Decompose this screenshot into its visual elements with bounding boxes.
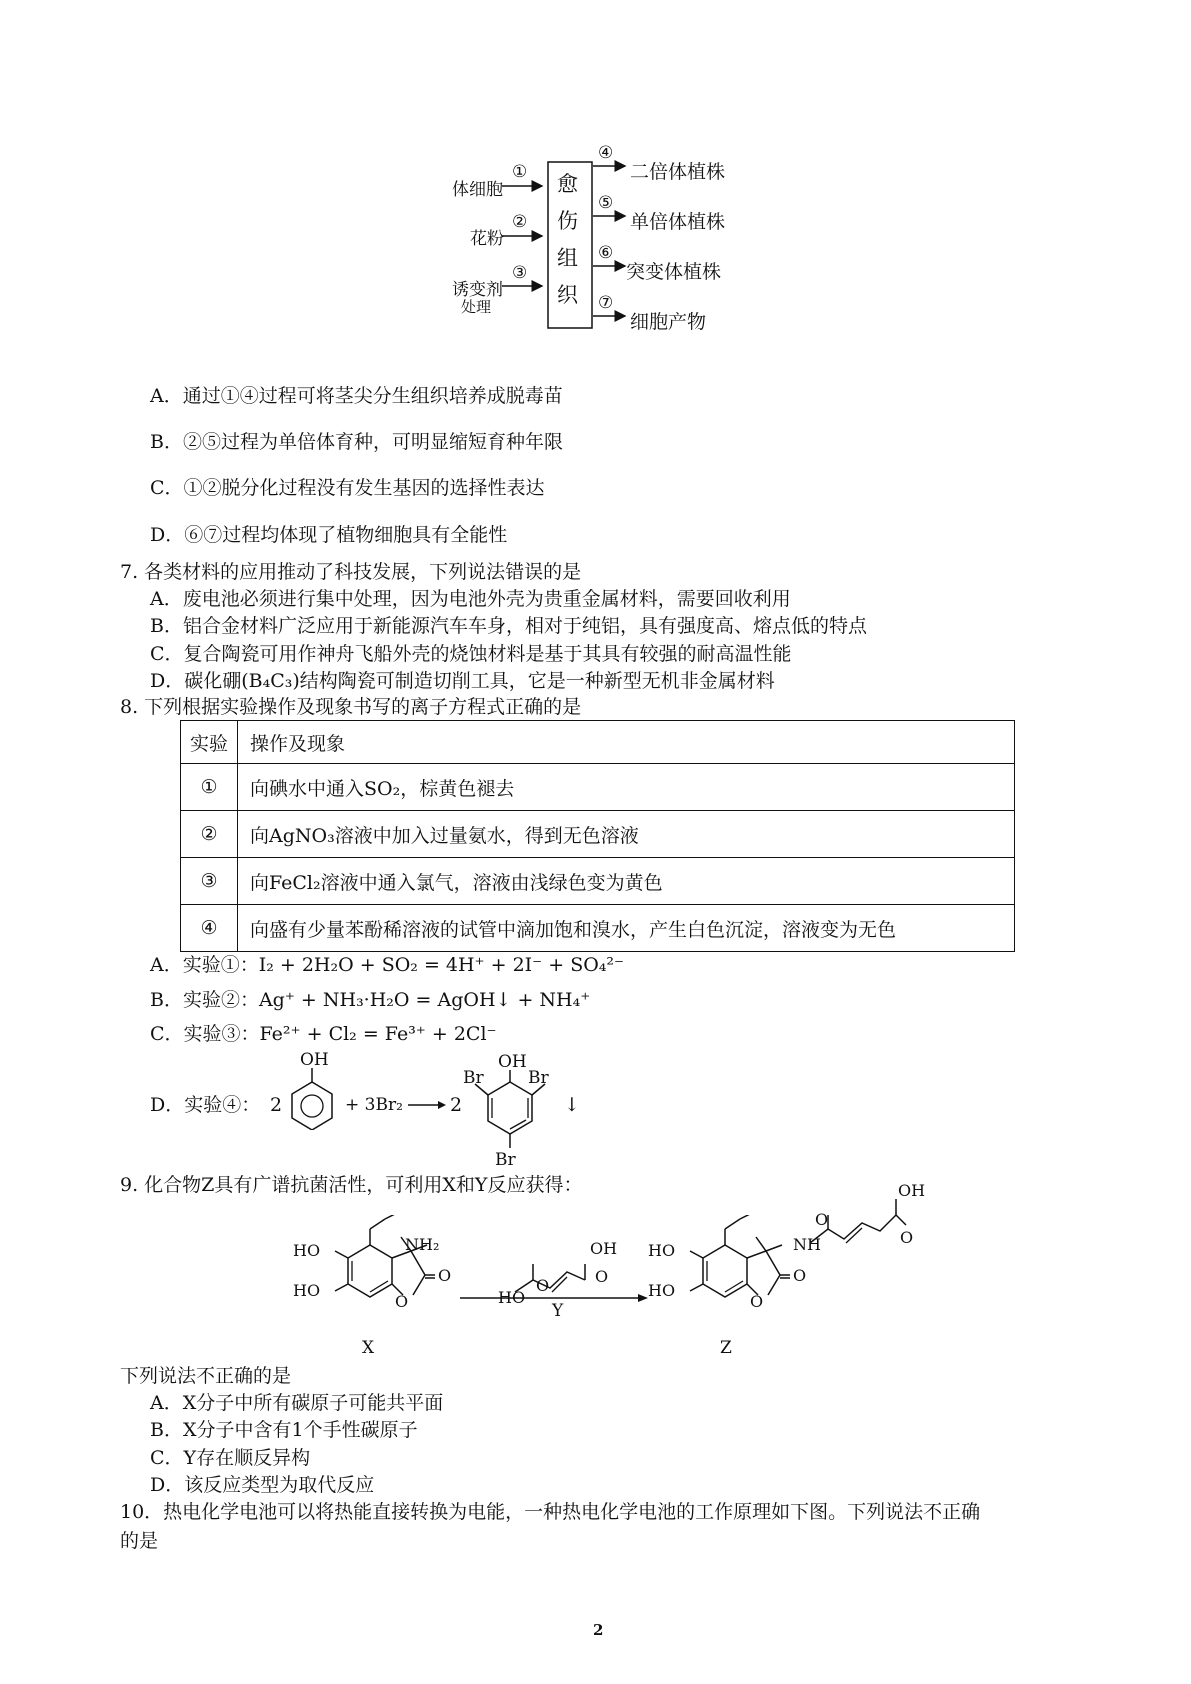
x-nh2: NH₂ (405, 1235, 440, 1254)
q7-stem: 7. 各类材料的应用推动了科技发展，下列说法错误的是 (120, 561, 582, 583)
z-ho-bottom: HO (648, 1281, 676, 1300)
num-5: ⑤ (598, 193, 614, 213)
compound-x-structure (285, 1215, 460, 1335)
q9-option-d: D．该反应类型为取代反应 (150, 1474, 375, 1496)
q7-option-a: A．废电池必须进行集中处理，因为电池外壳为贵重金属材料，需要回收利用 (150, 588, 791, 610)
x-ring-o: O (395, 1292, 409, 1311)
q8-option-d: D．实验④： (150, 1094, 261, 1116)
x-carbonyl-o: O (438, 1266, 452, 1285)
z-amide-o: O (815, 1210, 829, 1229)
q8-experiment-table (180, 720, 1015, 952)
row-text: 向盛有少量苯酚稀溶液的试管中滴加饱和溴水，产生白色沉淀，溶液变为无色 (238, 905, 1015, 952)
center-char-3: 组 (557, 246, 578, 270)
compound-z-structure (640, 1215, 815, 1335)
z-oh: OH (898, 1181, 926, 1200)
x-ho-top: HO (293, 1241, 321, 1260)
table-header-operation: 操作及现象 (238, 721, 1015, 764)
row-id: ① (181, 764, 238, 811)
product-oh: OH (498, 1052, 527, 1072)
phenol-oh: OH (300, 1050, 329, 1070)
table-header-row (181, 721, 1015, 764)
z-ho-top: HO (648, 1241, 676, 1260)
q7-option-c: C．复合陶瓷可用作神舟飞船外壳的烧蚀材料是基于其具有较强的耐高温性能 (150, 643, 792, 665)
table-row (181, 858, 1015, 905)
q7-option-d: D．碳化硼(B₄C₃)结构陶瓷可制造切削工具，它是一种新型无机非金属材料 (150, 670, 775, 692)
num-3: ③ (512, 263, 528, 283)
q10-stem: 10．热电化学电池可以将热能直接转换为电能，一种热电化学电池的工作原理如下图。下列说法不正确 (120, 1501, 981, 1523)
row-text: 向FeCl₂溶液中通入氯气，溶液由浅绿色变为黄色 (238, 858, 1015, 905)
q8-option-c: C．实验③：Fe²⁺ + Cl₂ = Fe³⁺ + 2Cl⁻ (150, 1023, 497, 1045)
left-label-somatic: 体细胞 (452, 180, 503, 200)
label-x: X (362, 1338, 375, 1358)
z-nh: NH (793, 1235, 821, 1254)
q6-option-b: B．②⑤过程为单倍体育种，可明显缩短育种年限 (150, 431, 563, 453)
q8-stem: 8. 下列根据实验操作及现象书写的离子方程式正确的是 (120, 696, 582, 718)
q6-option-d: D．⑥⑦过程均体现了植物细胞具有全能性 (150, 524, 508, 546)
q9-stem: 9. 化合物Z具有广谱抗菌活性，可利用X和Y反应获得： (120, 1174, 583, 1196)
row-id: ② (181, 811, 238, 858)
phenol-structure (282, 1060, 342, 1130)
table-row (181, 905, 1015, 952)
table-header-experiment: 实验 (181, 721, 238, 764)
label-z: Z (720, 1338, 732, 1358)
y-oh: OH (590, 1239, 618, 1258)
q8-option-a: A．实验①：I₂ + 2H₂O + SO₂ = 4H⁺ + 2I⁻ + SO₄²⁻ (150, 954, 625, 976)
right-label-mutant: 突变体植株 (626, 261, 722, 283)
q8-option-b: B．实验②：Ag⁺ + NH₃·H₂O = AgOH↓ + NH₄⁺ (150, 989, 591, 1011)
label-y: Y (552, 1301, 564, 1321)
q9-prompt: 下列说法不正确的是 (120, 1365, 292, 1387)
q9-option-b: B．X分子中含有1个手性碳原子 (150, 1419, 418, 1441)
row-id: ③ (181, 858, 238, 905)
y-ho: HO (498, 1288, 526, 1307)
table-row (181, 764, 1015, 811)
product-br-bottom: Br (495, 1150, 516, 1170)
y-o-left: O (536, 1276, 550, 1295)
num-7: ⑦ (598, 293, 614, 313)
right-label-products: 细胞产物 (630, 311, 707, 333)
plus-br2: + 3Br₂ (345, 1095, 403, 1115)
q6-option-a: A．通过①④过程可将茎尖分生组织培养成脱毒苗 (150, 385, 563, 407)
z-ring-o: O (750, 1292, 764, 1311)
table-row (181, 811, 1015, 858)
num-6: ⑥ (598, 243, 614, 263)
coef-phenol: 2 (270, 1094, 283, 1116)
center-char-2: 伤 (557, 209, 578, 233)
q9-option-c: C．Y存在顺反异构 (150, 1447, 311, 1469)
coef-product: 2 (450, 1094, 463, 1116)
z-acid-o: O (900, 1228, 914, 1247)
z-carbonyl-o: O (793, 1266, 807, 1285)
reaction-arrow-q9-icon (460, 1291, 650, 1305)
row-id: ④ (181, 905, 238, 952)
center-char-4: 织 (557, 283, 578, 307)
page-number: 2 (593, 1621, 604, 1639)
left-label-mutagen: 诱变剂 (452, 280, 503, 300)
q9-option-a: A．X分子中所有碳原子可能共平面 (150, 1392, 444, 1414)
right-label-haploid: 单倍体植株 (630, 211, 726, 233)
y-o: O (595, 1267, 609, 1286)
row-text: 向AgNO₃溶液中加入过量氨水，得到无色溶液 (238, 811, 1015, 858)
row-text: 向碘水中通入SO₂，棕黄色褪去 (238, 764, 1015, 811)
left-label-pollen: 花粉 (470, 229, 504, 249)
q6-option-c: C．①②脱分化过程没有发生基因的选择性表达 (150, 477, 545, 499)
left-label-treatment: 处理 (461, 298, 492, 316)
center-char-1: 愈 (557, 172, 578, 196)
num-1: ① (512, 162, 528, 182)
num-2: ② (512, 212, 528, 232)
product-br-right: Br (528, 1068, 549, 1088)
x-ho-bottom: HO (293, 1281, 321, 1300)
precipitate-arrow: ↓ (564, 1094, 580, 1116)
reaction-arrow-icon (408, 1098, 448, 1112)
q10-stem-continued: 的是 (120, 1530, 159, 1552)
num-4: ④ (598, 143, 614, 163)
q7-option-b: B．铝合金材料广泛应用于新能源汽车车身，相对于纯铝，具有强度高、熔点低的特点 (150, 615, 867, 637)
product-br-left: Br (463, 1068, 484, 1088)
right-label-diploid: 二倍体植株 (630, 161, 726, 183)
